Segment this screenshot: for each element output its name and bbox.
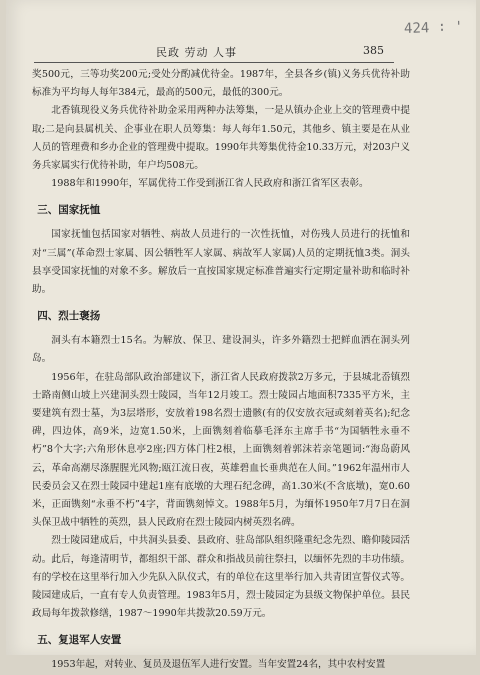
- header-rule: [34, 62, 394, 63]
- paragraph: 北香镇现役义务兵优待补助金采用两种办法筹集，一是从镇办企业上交的管理费中提取;二是向县属机关、企事业在职人员筹集：每人每年1.50元，其他乡、镇主要是在从业人员的管理费和乡办企业的管理费中提取。1990年共筹集优待金10.33万元，对203户义务兵家属实行优待补助，年户均508元。: [32, 105, 410, 172]
- paragraph: 国家抚恤包括国家对牺牲、病故人员进行的一次性抚恤，对伤残人员进行的抚恤和对“三属”(革命烈士家属、因公牺牲军人家属、病故军人家属)人员的定期抚恤3类。洞头县享受国家抚恤的对象不多。解放后一直按国家规定标准普遍实行定期定量补助和临时补助。: [32, 229, 410, 296]
- book-page: [6, 0, 476, 671]
- handwritten-note: 424 ∶ ': [403, 18, 464, 38]
- page-header: [6, 40, 476, 60]
- section-heading-martyr-commendation: 四、烈士褒扬: [37, 310, 101, 323]
- paragraph: 1956年，在驻岛部队政治部建议下，浙江省人民政府拨款2万多元，于县城北岙镇烈士路南侧山坡上兴建洞头烈士陵园，当年12月竣工。烈士陵园占地面积7335平方米，主要建筑有烈士墓，为3层塔形，安放着198名烈士遗骸(有的仅安放衣冠或刻着英名);纪念碑，四边体，高9米，边宽1.50米，上面镌刻着临摹毛泽东主席手书“为国牺牲永垂不朽”8个大字;六角形休息亭2座;四方体门柱2根，上面镌刻着郭沫若亲笔题词:“海岛蔚风云，革命高潮尽涤腥腥光风物;瓯江流日夜，英雄碧血长垂典范在人间。”1962年温州市人民委员会又在烈士陵园中建起1座有底墩的大理石纪念碑，高1.30米(不含底墩)，宽0.60米，正面镌刻“永垂不朽”4字，背面镌刻悼文。1988年5月，为缅怀1950年7月7日在洞头保卫战中牺牲的英烈，县人民政府在烈士陵园内树英烈名碑。: [32, 371, 410, 529]
- paragraph: 洞头有本籍烈士15名。为解放、保卫、建设洞头，许多外籍烈士把鲜血洒在洞头列岛。: [32, 335, 410, 365]
- paragraph: 1988年和1990年，军属优待工作受到浙江省人民政府和浙江省军区表彰。: [51, 178, 369, 190]
- section-heading-veteran-placement: 五、复退军人安置: [37, 634, 122, 647]
- running-title: 民政 劳动 人事: [156, 46, 237, 59]
- section-heading-national-pension: 三、国家抚恤: [37, 204, 101, 217]
- body-text: [32, 66, 410, 675]
- page-number: 385: [363, 44, 384, 57]
- paragraph: 烈士陵园建成后，中共洞头县委、县政府、驻岛部队组织隆重纪念先烈、瞻仰陵园活动。此后，每逢清明节，都组织干部、群众和指战员前往祭扫，以缅怀先烈的丰功伟绩。有的学校在这里举行加入少先队入队仪式，有的单位在这里举行加入共青团宣誓仪式等。陵园建成后，一直有专人负责管理。1983年5月，烈士陵园定为县级文物保护单位。县民政局每年拨款修缮，1987～1990年共拨款20.59万元。: [32, 535, 410, 620]
- paragraph: 1953年起，对转业、复员及退伍军人进行安置。当年安置24名，其中农村安置: [51, 659, 386, 671]
- paragraph: 奖500元，三等功奖200元;受处分酌减优待金。1987年，全县各乡(镇)义务兵优待补助标准为平均每人每年384元，最高的500元，最低的300元。: [32, 69, 410, 99]
